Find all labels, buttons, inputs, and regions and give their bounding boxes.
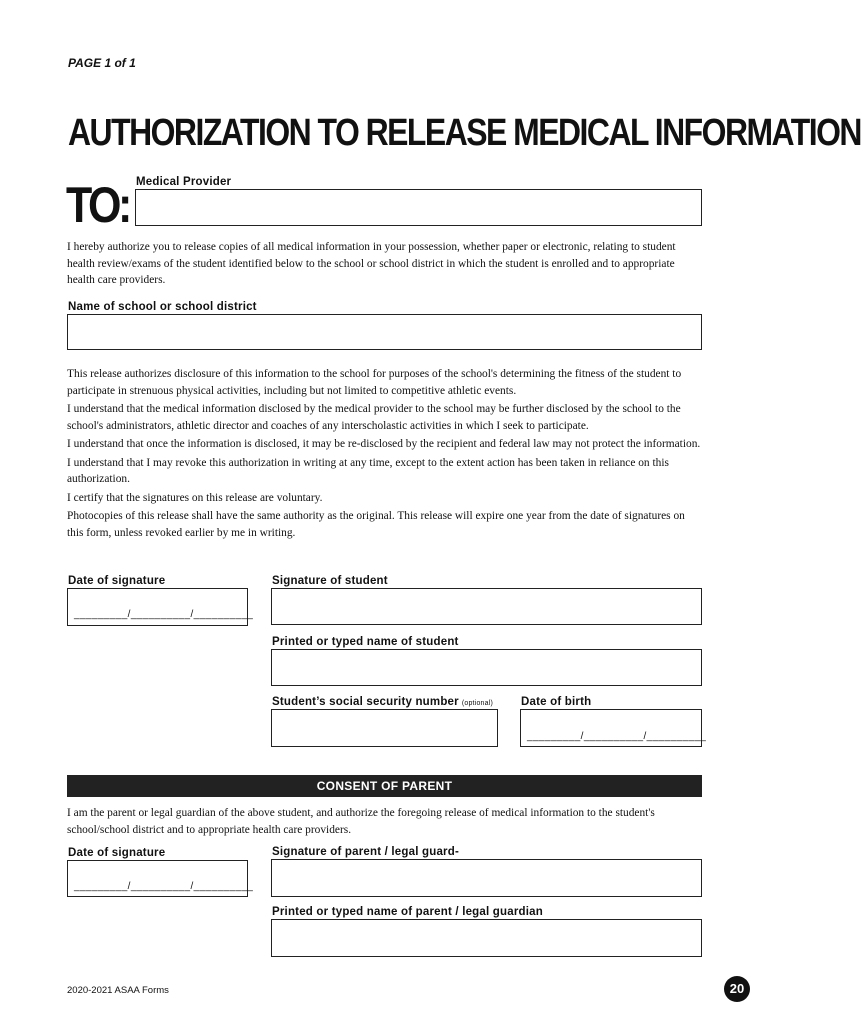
student-date-label: Date of signature	[68, 575, 166, 587]
page-title: AUTHORIZATION TO RELEASE MEDICAL INFORMATION	[68, 112, 861, 154]
to-label: TO:	[66, 177, 129, 233]
parent-printed-name-label: Printed or typed name of parent / legal guardian	[272, 906, 543, 918]
student-date-field[interactable]	[67, 588, 254, 626]
parent-date-label: Date of signature	[68, 847, 166, 859]
student-dob-label: Date of birth	[521, 696, 592, 708]
student-ssn-label	[272, 696, 493, 708]
student-dob-field[interactable]	[520, 709, 707, 747]
intro-paragraph: I hereby authorize you to release copies of all medical information in your possession, whether paper or electronic, relating to student health review/exams of the student identified below to the school or school district in which the student is enrolled and to appropriate health care providers.	[67, 241, 676, 286]
release-paragraph: I understand that I may revoke this authorization in writing at any time, except to the extent action has been taken in reliance on this authorization.	[67, 456, 669, 485]
student-dob-placeholder: _________/__________/__________	[527, 731, 707, 742]
release-paragraph: Photocopies of this release shall have the same authority as the original. This release will expire one year from the date of signatures on this form, unless revoked earlier by me in writing.	[67, 510, 685, 539]
student-signature-field[interactable]	[271, 588, 702, 625]
page-label: PAGE 1 of 1	[68, 56, 136, 70]
footer-text: 2020-2021 ASAA Forms	[67, 985, 169, 996]
release-paragraph: I understand that once the information is disclosed, it may be re-disclosed by the recipient and federal law may not protect the information.	[67, 438, 701, 450]
ssn-label-text: Student’s social security number	[272, 696, 459, 708]
student-printed-name-label: Printed or typed name of student	[272, 636, 459, 648]
release-paragraphs	[67, 366, 703, 543]
consent-header: CONSENT OF PARENT	[67, 775, 702, 797]
consent-paragraph: I am the parent or legal guardian of the above student, and authorize the foregoing release of medical information to the student's school/school district and to appropriate health care providers.	[67, 807, 655, 836]
page-number-badge: 20	[724, 976, 750, 1002]
parent-date-placeholder: _________/__________/__________	[74, 881, 254, 892]
parent-date-field[interactable]	[67, 860, 254, 897]
student-signature-label: Signature of student	[272, 575, 388, 587]
ssn-optional-note: (optional)	[461, 700, 494, 707]
parent-printed-name-field[interactable]	[271, 919, 702, 957]
student-ssn-field[interactable]	[271, 709, 498, 747]
parent-signature-label: Signature of parent / legal guard-	[272, 846, 459, 858]
student-date-placeholder: _________/__________/__________	[74, 609, 254, 620]
release-paragraph: I understand that the medical information disclosed by the medical provider to the school may be further disclosed by the school to the school's administrators, athletic director and coaches of any interscholastic activities in which I seek to participate.	[67, 403, 681, 432]
school-label: Name of school or school district	[68, 301, 257, 313]
student-printed-name-field[interactable]	[271, 649, 702, 686]
medical-provider-label: Medical Provider	[136, 176, 232, 188]
release-paragraph: This release authorizes disclosure of this information to the school for purposes of the school's determining the fitness of the student to participate in strenuous physical activities, including but not limited to competitive athletic events.	[67, 368, 682, 397]
medical-provider-field[interactable]	[135, 189, 702, 226]
release-paragraph: I certify that the signatures on this release are voluntary.	[67, 491, 323, 504]
school-field[interactable]	[67, 314, 702, 350]
parent-signature-field[interactable]	[271, 859, 702, 897]
